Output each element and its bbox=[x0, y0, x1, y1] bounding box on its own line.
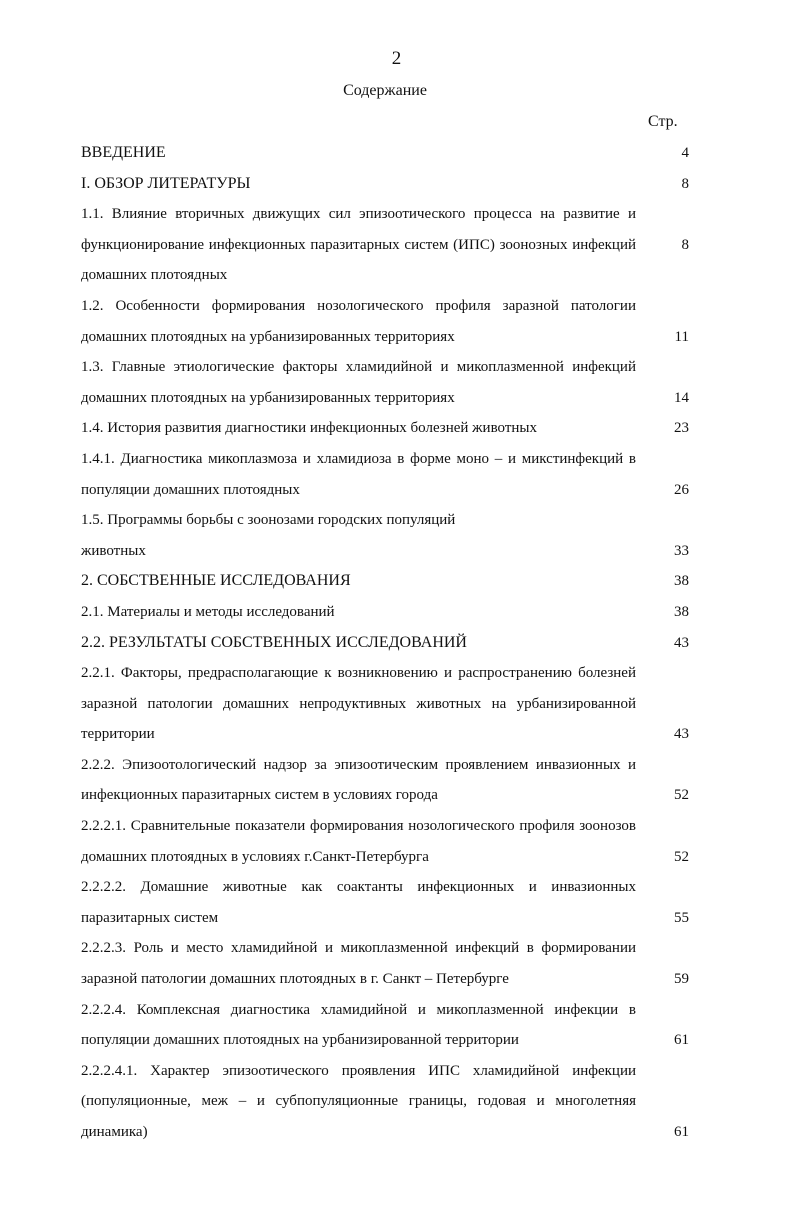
toc-entry[interactable] bbox=[81, 658, 689, 750]
toc-entry-page: 26 bbox=[674, 481, 689, 498]
toc-entry-page: 43 bbox=[674, 726, 689, 743]
toc-entry-page: 8 bbox=[681, 175, 689, 192]
toc-entry-text: 1.5. Программы борьбы с зоонозами городских популяций животных bbox=[81, 512, 456, 559]
toc-entry[interactable] bbox=[81, 566, 689, 597]
toc-entry-text: I. ОБЗОР ЛИТЕРАТУРЫ bbox=[81, 174, 251, 192]
toc-entry-page: 61 bbox=[674, 1032, 689, 1049]
toc-entry-page: 33 bbox=[674, 542, 689, 559]
toc-entry-text: 2.2.2. Эпизоотологический надзор за эпизоотическим проявлением инвазионных и инфекционных паразитарных систем в условиях города bbox=[81, 756, 636, 804]
toc-entry-page: 14 bbox=[674, 389, 689, 406]
toc-entry-text: ВВЕДЕНИЕ bbox=[81, 144, 166, 161]
page-number: 2 bbox=[391, 48, 402, 69]
toc-entry[interactable] bbox=[81, 444, 689, 505]
toc-entry[interactable] bbox=[81, 597, 689, 628]
toc-entry-text: 2.1. Материалы и методы исследований bbox=[81, 603, 335, 620]
toc-entry-text: 1.3. Главные этиологические факторы хламидийной и микоплазменной инфекций домашних плотоядных на урбанизированных территориях bbox=[81, 359, 636, 406]
toc-entry[interactable] bbox=[81, 933, 689, 994]
toc-entry-page: 52 bbox=[674, 787, 689, 804]
toc-entry-text: 1.4.1. Диагностика микоплазмоза и хламидиоза в форме моно – и микстинфекций в популяции домашних плотоядных bbox=[81, 450, 636, 498]
toc-entry[interactable] bbox=[81, 138, 689, 169]
toc-entry-page: 38 bbox=[674, 573, 689, 590]
page-column-header: Стр. bbox=[648, 113, 678, 130]
toc-entry[interactable] bbox=[81, 811, 689, 872]
toc-entry[interactable] bbox=[81, 505, 689, 566]
toc-entry[interactable] bbox=[81, 628, 689, 659]
toc-entry[interactable] bbox=[81, 750, 689, 811]
toc-entry[interactable] bbox=[81, 413, 689, 444]
toc-entry-page: 52 bbox=[674, 848, 689, 865]
toc-entry-text: 2.2.2.4. Комплексная диагностика хламидийной и микоплазменной инфекции в популяции домашних плотоядных на урбанизированной территории bbox=[81, 1001, 636, 1049]
toc-entry-text: 1.1. Влияние вторичных движущих сил эпизоотического процесса на развитие и функционирование инфекционных паразитарных систем (ИПС) зоонозных инфекций домашних плотоядных bbox=[81, 206, 636, 284]
toc-entry-page: 59 bbox=[674, 971, 689, 988]
toc-entry[interactable] bbox=[81, 995, 689, 1056]
toc-entry-text: 2.2.2.3. Роль и место хламидийной и микоплазменной инфекций в формировании заразной патологии домашних плотоядных в г. Санкт – Петербурге bbox=[81, 940, 636, 988]
toc-entry[interactable] bbox=[81, 872, 689, 933]
toc-entry-text: 2.2.2.2. Домашние животные как соактанты инфекционных и инвазионных паразитарных систем bbox=[81, 879, 636, 926]
toc-entry-text: 2.2. РЕЗУЛЬТАТЫ СОБСТВЕННЫХ ИССЛЕДОВАНИЙ bbox=[81, 633, 467, 651]
toc-entry-text: 2. СОБСТВЕННЫЕ ИССЛЕДОВАНИЯ bbox=[81, 572, 351, 590]
toc-entry-page: 4 bbox=[681, 145, 689, 161]
toc-entry[interactable] bbox=[81, 291, 689, 352]
toc-entry[interactable] bbox=[81, 352, 689, 413]
toc-entry-page: 23 bbox=[674, 420, 689, 437]
toc-entry[interactable] bbox=[81, 169, 689, 200]
toc-entry-text: 1.4. История развития диагностики инфекционных болезней животных bbox=[81, 420, 538, 437]
toc-entry-text: 2.2.2.4.1. Характер эпизоотического проявления ИПС хламидийной инфекции (популяционные, меж – и субпопуляционные границы, годовая и многолетняя динамика) bbox=[81, 1062, 636, 1140]
toc-entry-page: 8 bbox=[681, 236, 689, 253]
table-of-contents bbox=[81, 138, 689, 1148]
toc-entry-page: 61 bbox=[674, 1124, 689, 1140]
toc-entry[interactable] bbox=[81, 199, 689, 291]
toc-entry-text: 2.2.2.1. Сравнительные показатели формирования нозологического профиля зоонозов домашних плотоядных в условиях г.Санкт-Петербурга bbox=[81, 818, 636, 865]
toc-entry-page: 38 bbox=[674, 603, 689, 620]
toc-entry-text: 2.2.1. Факторы, предрасполагающие к возникновению и распространению болезней заразной патологии домашних непродуктивных животных на урбанизированной территории bbox=[81, 665, 636, 743]
toc-entry-page: 11 bbox=[674, 328, 689, 345]
toc-entry-page: 55 bbox=[674, 909, 689, 926]
toc-entry-text: 1.2. Особенности формирования нозологического профиля заразной патологии домашних плотоядных на урбанизированных территориях bbox=[81, 297, 636, 345]
toc-title: Содержание bbox=[343, 82, 427, 99]
toc-entry[interactable] bbox=[81, 1056, 689, 1148]
toc-entry-page: 43 bbox=[674, 634, 689, 651]
